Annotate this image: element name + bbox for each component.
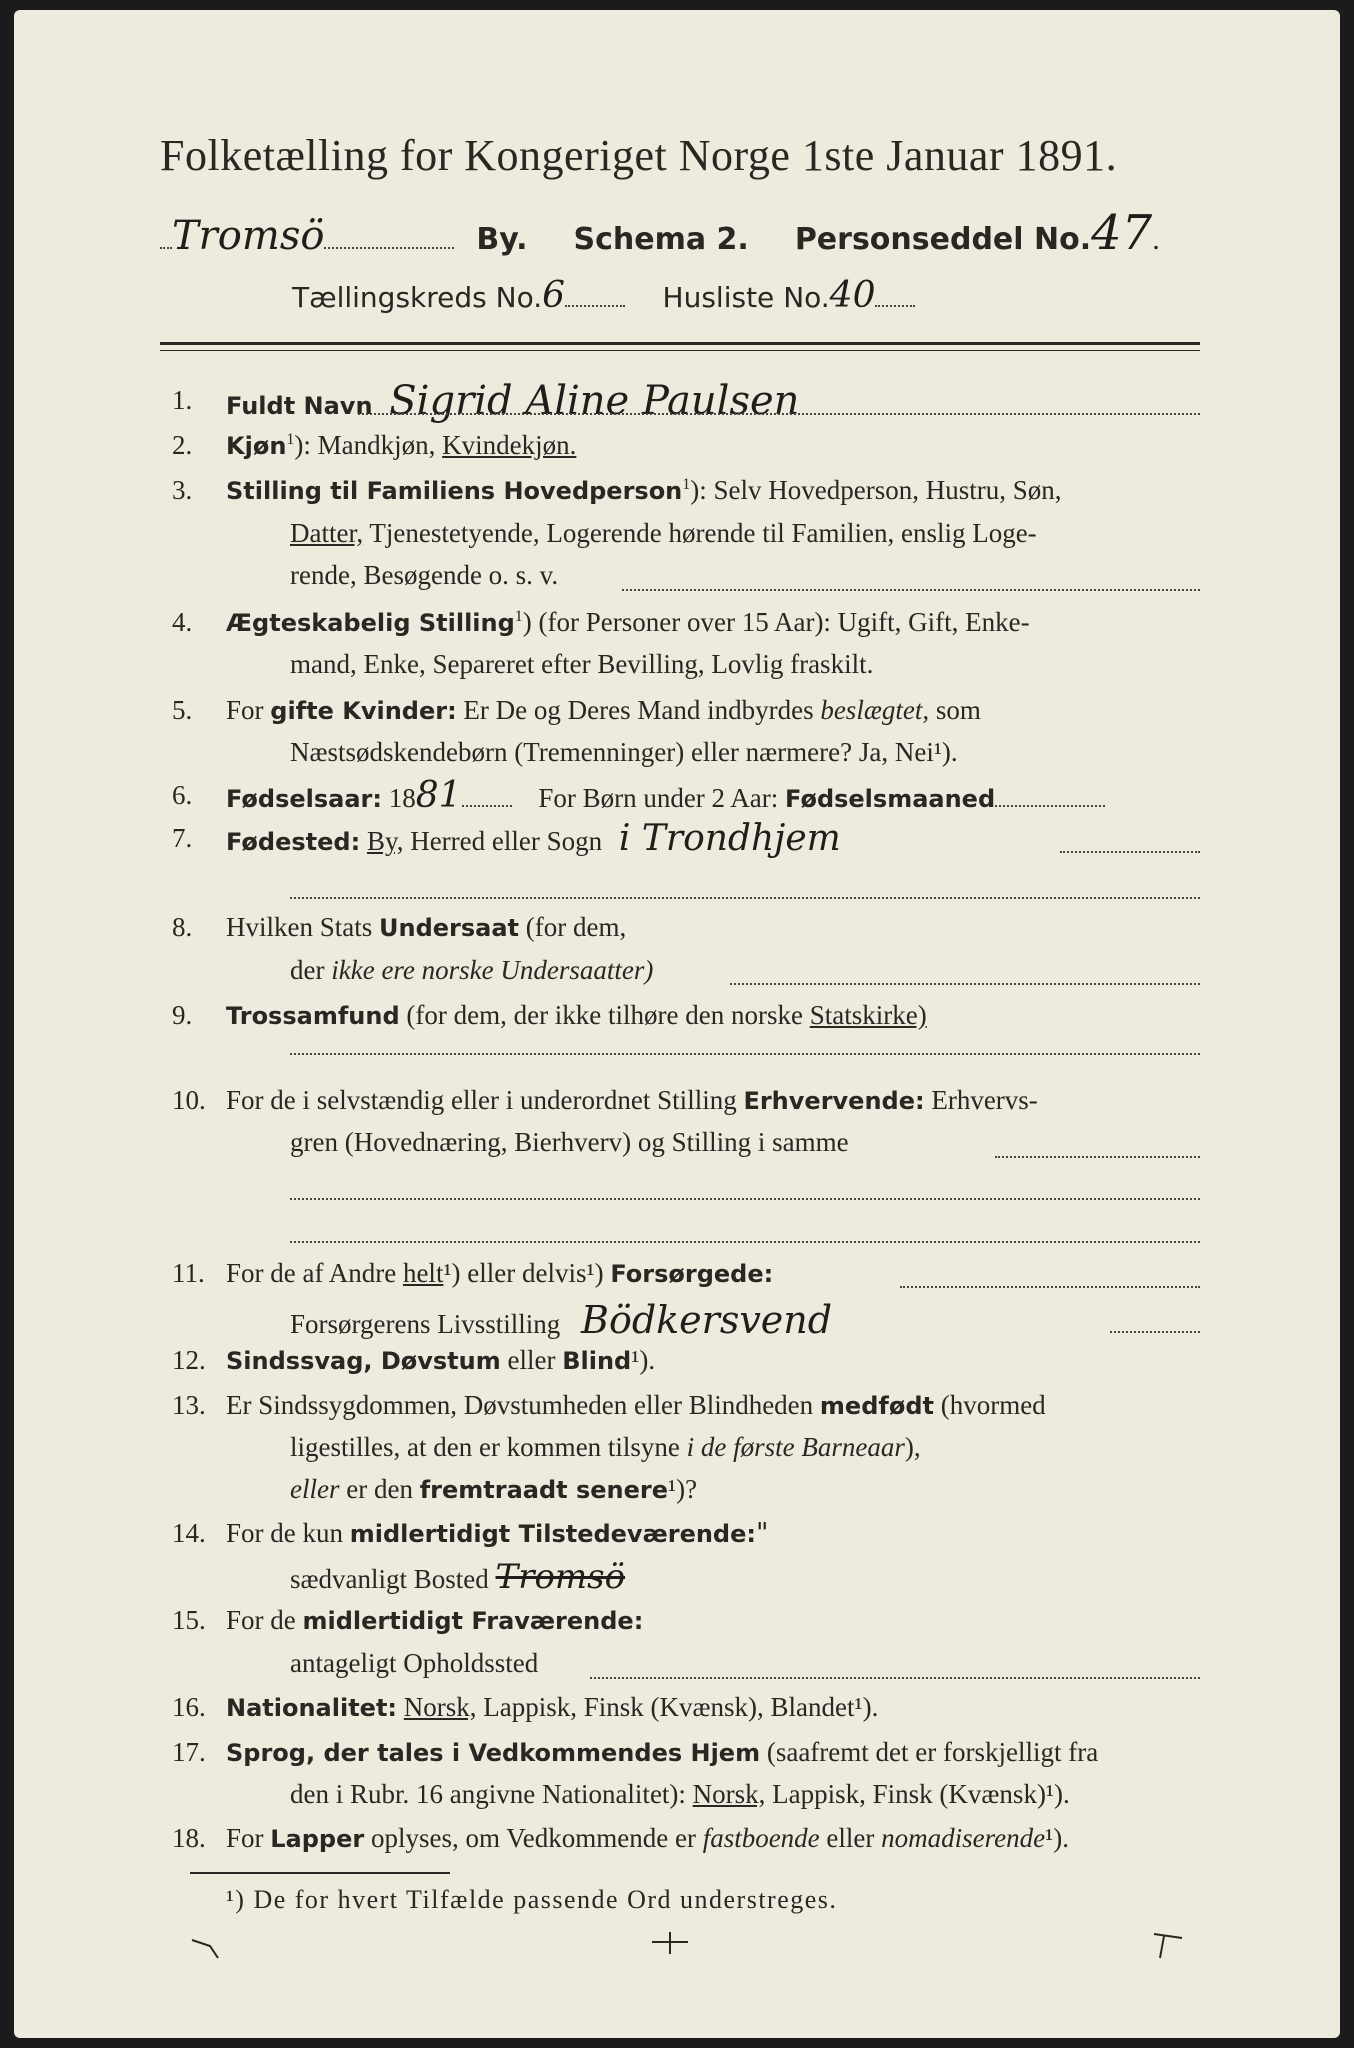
city-handwritten: Tromsö — [172, 213, 325, 259]
q15-line-2: antageligt Opholdssted — [290, 1648, 539, 1678]
dot-leader — [1110, 1330, 1200, 1333]
q15-label: midlertidigt Fraværende: — [302, 1607, 644, 1635]
q11-text: ¹) eller delvis¹) — [443, 1258, 604, 1288]
dot-leader — [995, 804, 1105, 807]
q6-label-2: Fødselsmaaned — [785, 785, 996, 813]
item-number: 14. — [172, 1518, 206, 1548]
q7-handwritten-place: i Trondhjem — [618, 818, 841, 859]
q5-line-2: Næstsødskendebørn (Tremenninger) eller nærmere? Ja, Nei¹). — [290, 737, 958, 767]
dot-leader — [290, 1197, 1200, 1200]
q10-text: Erhvervs- — [924, 1085, 1038, 1115]
registration-mark-icon — [1150, 1928, 1190, 1962]
q12-text: ¹). — [631, 1345, 656, 1375]
item-number: 6. — [172, 780, 193, 810]
q17-text: Lappisk, Finsk (Kvænsk)¹). — [765, 1779, 1070, 1809]
q12-text: eller — [500, 1345, 563, 1375]
q11-handwritten-occupation: Bödkersvend — [581, 1298, 833, 1342]
q16-nationalitet — [226, 1692, 878, 1723]
schema-label: Schema 2. — [573, 222, 749, 257]
q3-line-2 — [290, 518, 1037, 549]
personseddel-number: 47 — [1091, 205, 1153, 261]
q13-line-3 — [290, 1474, 697, 1505]
item-number: 13. — [172, 1390, 206, 1420]
registration-mark-icon — [190, 1930, 230, 1960]
q17-text: (saafremt det er forskjelligt fra — [760, 1737, 1099, 1767]
q14-line-1 — [226, 1518, 768, 1549]
footnote-rule — [190, 1872, 450, 1874]
q5-label: gifte Kvinder: — [270, 697, 457, 725]
dot-leader — [995, 1155, 1200, 1158]
q17-text: den i Rubr. 16 angivne Nationalitet): — [290, 1779, 686, 1809]
q8-text: der — [290, 955, 325, 985]
q6-text: For Børn under 2 Aar: — [538, 783, 779, 813]
q13-text: ¹)? — [668, 1474, 698, 1504]
q18-italic: fastboende — [702, 1823, 820, 1853]
q14-handwritten-bosted: Tromsö — [495, 1557, 626, 1597]
q10-label: Erhvervende: — [743, 1087, 925, 1115]
dot-leader — [1060, 850, 1200, 853]
q15-text: For de — [226, 1605, 296, 1635]
q8-line-2 — [290, 955, 653, 986]
personseddel-label: Personseddel No. — [794, 222, 1092, 257]
dot-leader — [900, 1285, 1200, 1288]
husliste-label: Husliste No. — [662, 281, 830, 314]
q17-line-1 — [226, 1737, 1098, 1768]
q17-label: Sprog, der tales i Vedkommendes Hjem — [226, 1739, 761, 1767]
q10-line-1 — [226, 1085, 1038, 1116]
q18-italic: nomadiserende — [881, 1823, 1046, 1853]
q6-year-handwritten: 81 — [415, 775, 462, 816]
item-number: 1. — [172, 385, 193, 415]
q10-line-2: gren (Hovednæring, Bierhverv) og Stilling i samme — [290, 1127, 849, 1157]
item-number: 17. — [172, 1737, 206, 1767]
item-number: 18. — [172, 1823, 206, 1853]
q14-line-2 — [290, 1557, 625, 1597]
q7-selected-by: By, — [366, 826, 404, 856]
q18-text: For — [226, 1823, 264, 1853]
q3-line-1: Stilling til Familiens Hovedperson$^1$): Selv Hovedperson, Hustru, Søn, — [226, 475, 1062, 505]
q5-text: Er De og Deres Mand indbyrdes — [456, 695, 814, 725]
q13-italic: i de første Barneaar — [686, 1432, 905, 1462]
q6-fodselsaar — [226, 775, 1105, 816]
q7-label: Fødested: — [226, 828, 361, 856]
item-number: 4. — [172, 607, 193, 637]
q18-lapper — [226, 1823, 1069, 1854]
q3-label: Stilling til Familiens Hovedperson — [226, 477, 683, 505]
q11-text: For de af Andre — [226, 1258, 397, 1288]
husliste-number: 40 — [829, 275, 876, 316]
dot-leader — [565, 304, 625, 307]
item-number: 16. — [172, 1692, 206, 1722]
item-number: 11. — [172, 1258, 205, 1288]
dot-leader — [160, 246, 172, 249]
q9-trossamfund — [226, 1000, 927, 1031]
q3-options-2: Tjenestetyende, Logerende hørende til Familien, enslig Loge- — [363, 518, 1037, 548]
dot-leader — [590, 1676, 1200, 1679]
q8-text: Hvilken Stats — [226, 912, 373, 942]
q18-text: oplyses, om Vedkommende er — [364, 1823, 696, 1853]
q3-options: ): Selv Hovedperson, Hustru, Søn, — [690, 475, 1062, 505]
q11-line-2 — [290, 1298, 832, 1342]
q9-selected-statskirke: Statskirke) — [809, 1000, 927, 1030]
dot-leader — [358, 412, 1200, 415]
header-line-2 — [292, 275, 915, 316]
q1-handwritten-name: Sigrid Aline Paulsen — [389, 378, 800, 424]
q4-line-1: Ægteskabelig Stilling$^1$) (for Personer over 15 Aar): Ugift, Gift, Enke- — [226, 607, 1030, 637]
q4-line-2: mand, Enke, Separeret efter Bevilling, Lovlig fraskilt. — [290, 649, 874, 679]
q16-selected-norsk: Norsk, — [403, 1692, 477, 1722]
q11-label: Forsørgede: — [610, 1260, 774, 1288]
q13-label-2: fremtraadt senere — [419, 1476, 669, 1504]
q3-options-3: rende, Besøgende o. s. v. — [290, 560, 559, 590]
q8-text: (for dem, — [519, 912, 627, 942]
q11-line-1 — [226, 1258, 773, 1289]
dot-leader — [875, 304, 915, 307]
q4-options: ) (for Personer over 15 Aar): Ugift, Gift, Enke- — [522, 607, 1030, 637]
q11-livsstilling-label: Forsørgerens Livsstilling — [290, 1309, 561, 1339]
q18-text: eller — [819, 1823, 875, 1853]
dot-leader — [462, 804, 512, 807]
dot-leader — [290, 896, 1200, 899]
q2-label: Kjøn — [226, 432, 287, 460]
q6-label: Fødselsaar: — [226, 785, 382, 813]
q5-italic: beslægtet, — [820, 695, 930, 725]
dot-leader — [290, 1052, 1200, 1055]
q8-line-1 — [226, 912, 626, 943]
q13-italic: eller — [290, 1474, 340, 1504]
q1-label: Fuldt Navn — [226, 392, 373, 420]
q13-text: ligestilles, at den er kommen tilsyne — [290, 1432, 680, 1462]
item-number: 7. — [172, 823, 193, 853]
registration-mark-icon — [650, 1928, 690, 1958]
footnote: ¹) De for hvert Tilfælde passende Ord understreges. — [226, 1885, 838, 1914]
q7-fodested — [226, 818, 841, 859]
q13-text: ), — [904, 1432, 921, 1462]
dot-leader — [622, 588, 1200, 591]
dot-leader — [730, 982, 1200, 985]
q4-label: Ægteskabelig Stilling — [226, 609, 515, 637]
dot-leader — [324, 246, 454, 249]
item-number: 2. — [172, 430, 193, 460]
q9-text: (for dem, der ikke tilhøre den norske — [399, 1000, 803, 1030]
kreds-number: 6 — [542, 275, 566, 316]
q10-text: For de i selvstændig eller i underordnet Stilling — [226, 1085, 737, 1115]
form-title: Folketælling for Kongeriget Norge 1ste Januar 1891. — [160, 131, 1118, 180]
kreds-label: Tællingskreds No. — [292, 281, 543, 314]
q12-label: Sindssvag, Døvstum — [226, 1347, 501, 1375]
item-number: 10. — [172, 1085, 206, 1115]
q13-label: medfødt — [819, 1392, 934, 1420]
q5-text: som — [929, 695, 981, 725]
item-number: 15. — [172, 1605, 206, 1635]
q8-italic: ikke ere norske Undersaatter) — [331, 955, 654, 985]
item-number: 8. — [172, 912, 193, 942]
item-number: 12. — [172, 1345, 206, 1375]
q11-selected-helt: helt — [402, 1258, 444, 1288]
item-number: 5. — [172, 695, 193, 725]
q5-text: For — [226, 695, 264, 725]
q15-line-1 — [226, 1605, 643, 1636]
q14-label: midlertidigt Tilstedeværende: — [349, 1520, 756, 1548]
header-rule-thin — [160, 350, 1200, 351]
item-number: 9. — [172, 1000, 193, 1030]
q3-selected-datter: Datter, — [290, 518, 364, 548]
q1-fuldt-navn — [226, 378, 799, 424]
q12-label-blind: Blind — [562, 1347, 632, 1375]
q13-text: er den — [339, 1474, 420, 1504]
q2-kjon — [226, 430, 576, 461]
q18-text: ¹). — [1045, 1823, 1069, 1853]
q6-year-prefix: 18 — [388, 783, 416, 813]
q8-label: Undersaat — [379, 914, 520, 942]
q14-bosted-label: sædvanligt Bosted — [290, 1564, 489, 1594]
header-rule — [160, 342, 1200, 345]
q12-sindssvag — [226, 1345, 655, 1376]
q13-text: (hvormed — [933, 1390, 1046, 1420]
q3-line-3 — [290, 560, 558, 591]
q7-text: Herred eller Sogn — [403, 826, 603, 856]
q9-label: Trossamfund — [226, 1002, 400, 1030]
q14-ditto-mark: " — [755, 1518, 769, 1549]
q2-options: ): Mandkjøn, — [294, 430, 436, 460]
q2-selected-kvindekjon: Kvindekjøn. — [442, 430, 577, 460]
footnote-mark: 1 — [286, 431, 295, 448]
q17-selected-norsk: Norsk, — [692, 1779, 766, 1809]
header-line-1: Tromsö By. Schema 2. Personseddel No.47. — [160, 205, 1160, 261]
item-number: 3. — [172, 475, 193, 505]
q16-label: Nationalitet: — [226, 1694, 398, 1722]
q17-line-2 — [290, 1779, 1070, 1810]
q5-line-1 — [226, 695, 981, 726]
q13-line-2 — [290, 1432, 921, 1463]
q14-text: For de kun — [226, 1518, 343, 1548]
by-label: By. — [476, 222, 528, 257]
q13-text: Er Sindssygdommen, Døvstumheden eller Blindheden — [226, 1390, 814, 1420]
dot-leader — [290, 1240, 1200, 1243]
q18-label: Lapper — [270, 1825, 365, 1853]
q13-line-1 — [226, 1390, 1046, 1421]
q16-text: Lappisk, Finsk (Kvænsk), Blandet¹). — [476, 1692, 879, 1722]
